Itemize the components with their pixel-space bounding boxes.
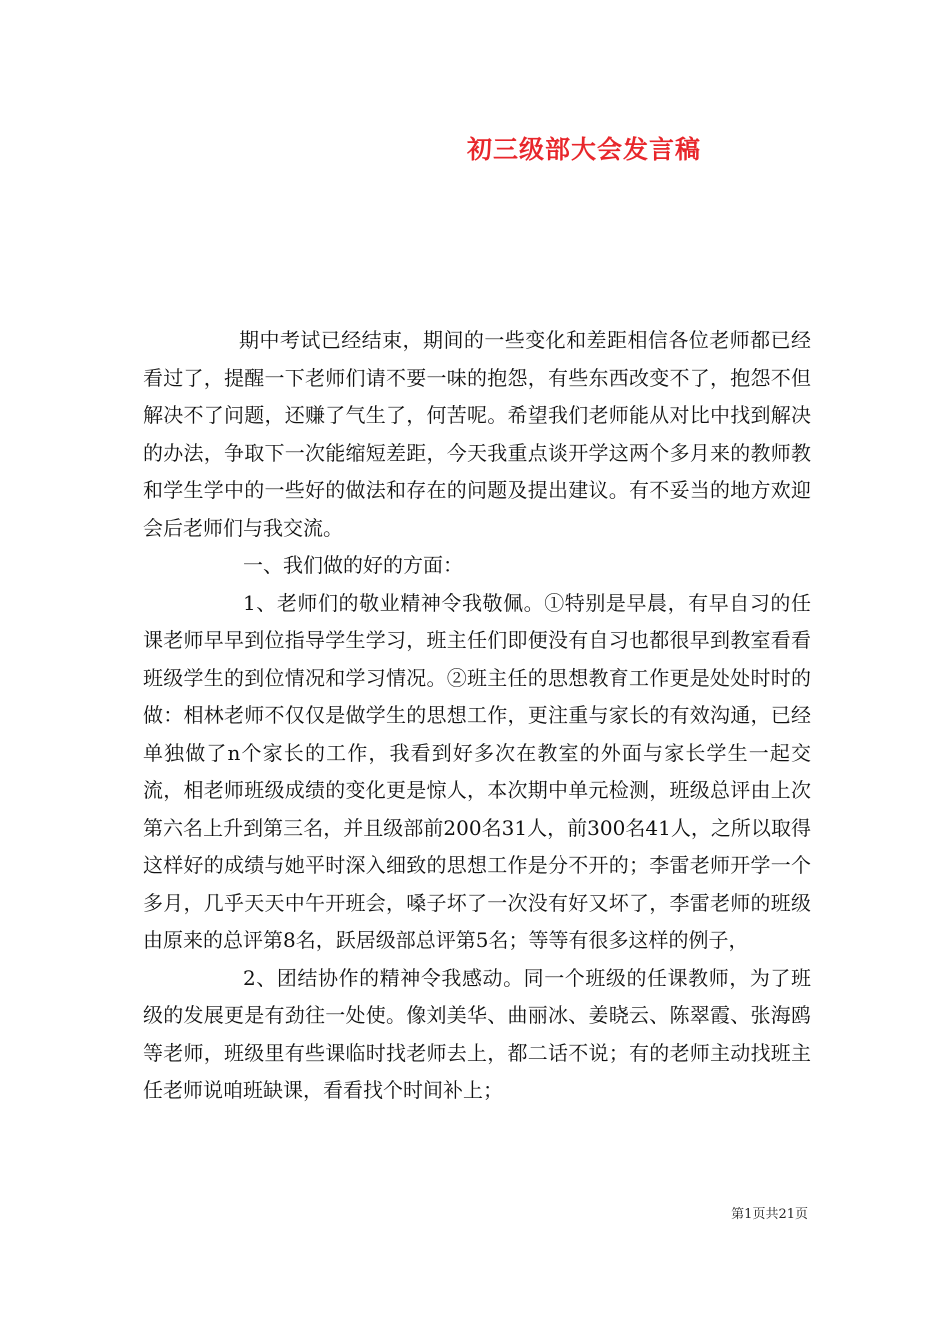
page-number: 第1页共21页	[731, 1207, 808, 1222]
paragraph-point-1: 1、老师们的敬业精神令我敬佩。①特别是早晨，有早自习的任课老师早早到位指导学生学习，班主任们即便没有自习也都很早到教室看看班级学生的到位情况和学习情况。②班主任的思想教育工作更是处处时时的做：相林老师不仅仅是做学生的思想工作，更注重与家长的有效沟通，已经单独做了n个家长的工作，我看到好多次在教室的外面与家长学生一起交流，相老师班级成绩的变化更是惊人，本次期中单元检测，班级总评由上次第六名上升到第三名，并且级部前200名31人，前300名41人，之所以取得这样好的成绩与她平时深入细致的思想工作是分不开的；李雷老师开学一个多月，几乎天天中午开班会，嗓子坏了一次没有好又坏了，李雷老师的班级由原来的总评第8名，跃居级部总评第5名；等等有很多这样的例子，	[143, 590, 811, 952]
document-title: 初三级部大会发言稿	[466, 135, 701, 164]
paragraph-intro: 期中考试已经结束，期间的一些变化和差距相信各位老师都已经看过了，提醒一下老师们请不要一味的抱怨，有些东西改变不了，抱怨不但解决不了问题，还赚了气生了，何苦呢。希望我们老师能从对比中找到解决的办法，争取下一次能缩短差距，今天我重点谈开学这两个多月来的教师教和学生学中的一些好的做法和存在的问题及提出建议。有不妥当的地方欢迎会后老师们与我交流。	[143, 328, 811, 540]
paragraph-point-2: 2、团结协作的精神令我感动。同一个班级的任课教师，为了班级的发展更是有劲往一处使。像刘美华、曲丽冰、姜晓云、陈翠霞、张海鸥等老师，班级里有些课临时找老师去上，都二话不说；有的老师主动找班主任老师说咱班缺课，看看找个时间补上；	[143, 965, 811, 1102]
section-heading: 一、我们做的好的方面：	[243, 553, 463, 577]
document-body	[143, 322, 811, 1110]
